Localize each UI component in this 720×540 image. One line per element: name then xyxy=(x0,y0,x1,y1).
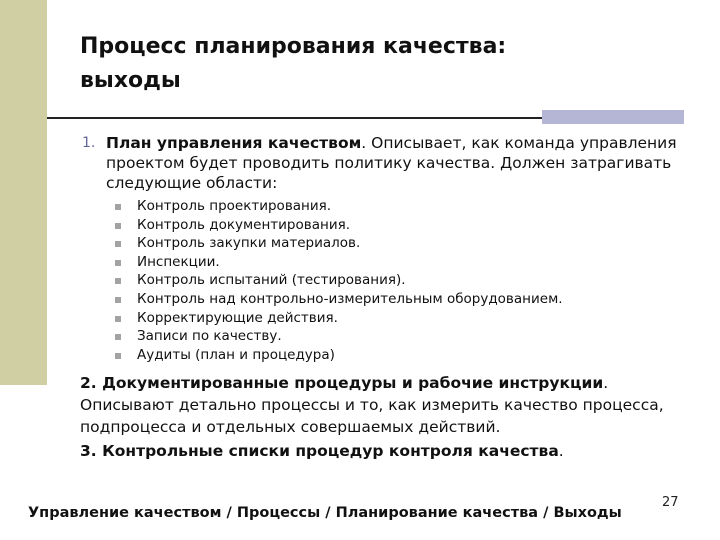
item-2 xyxy=(80,372,690,438)
slide-title-line1: Процесс планирования качества: xyxy=(80,34,507,59)
item-1 xyxy=(82,133,692,193)
list-item xyxy=(115,309,563,328)
square-bullet-icon xyxy=(115,204,121,210)
square-bullet-icon xyxy=(115,223,121,229)
square-bullet-icon xyxy=(115,260,121,266)
square-bullet-icon xyxy=(115,241,121,247)
item-1-number: 1. xyxy=(82,135,96,151)
list-item xyxy=(115,253,563,272)
list-item-label: Контроль закупки материалов. xyxy=(137,235,361,252)
square-bullet-icon xyxy=(115,353,121,359)
item-1-body: . Описывает, как команда управления проектом будет проводить политику качества. Должен затрагивать следующие области: xyxy=(106,134,677,192)
item-3 xyxy=(80,440,690,462)
list-item xyxy=(115,216,563,235)
title-divider xyxy=(47,117,542,119)
list-item xyxy=(115,327,563,346)
left-decor-band xyxy=(0,0,47,385)
list-item-label: Контроль проектирования. xyxy=(137,198,332,214)
accent-block xyxy=(542,110,684,124)
slide-title-line2: выходы xyxy=(80,68,181,93)
list-item-label: Корректирующие действия. xyxy=(137,309,338,326)
list-item xyxy=(115,271,563,290)
square-bullet-icon xyxy=(115,334,121,340)
list-item-label: Контроль над контрольно-измерительным оборудованием. xyxy=(137,290,563,307)
list-item xyxy=(115,346,563,365)
list-item xyxy=(115,234,563,253)
item-2-body: . Описывают детально процессы и то, как измерить качество процесса, подпроцесса и отдельных совершаемых действий. xyxy=(80,374,664,436)
footer-breadcrumb: Управление качеством / Процессы / Планирование качества / Выходы xyxy=(28,505,622,521)
item-3-lead: 3. Контрольные списки процедур контроля качества xyxy=(80,442,559,460)
list-item xyxy=(115,197,563,216)
item-3-body: . xyxy=(558,442,564,460)
square-bullet-icon xyxy=(115,297,121,303)
slide-title xyxy=(80,30,680,98)
list-item-label: Аудиты (план и процедура) xyxy=(137,346,335,363)
item-2-lead: 2. Документированные процедуры и рабочие инструкции xyxy=(80,374,604,392)
list-item-label: Инспекции. xyxy=(137,253,220,270)
item-1-lead: План управления качеством xyxy=(106,134,362,152)
bullet-list xyxy=(115,197,563,364)
item-1-text xyxy=(82,133,692,193)
square-bullet-icon xyxy=(115,316,121,322)
list-item-label: Записи по качеству. xyxy=(137,328,282,345)
square-bullet-icon xyxy=(115,278,121,284)
page-number: 27 xyxy=(662,495,679,510)
list-item-label: Контроль документирования. xyxy=(137,216,351,233)
list-item xyxy=(115,290,563,309)
list-item-label: Контроль испытаний (тестирования). xyxy=(137,272,406,289)
